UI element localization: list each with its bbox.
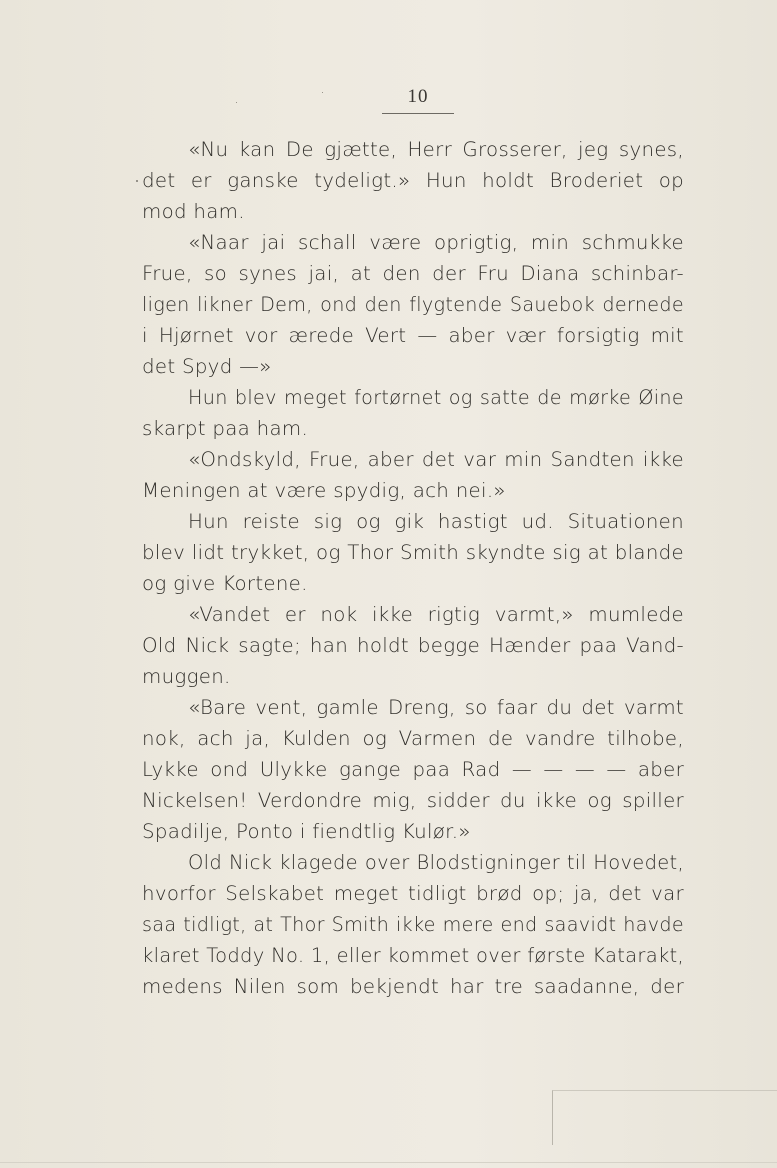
text-line: nok, ach ja, Kulden og Varmen de vandre tilhobe, <box>142 727 684 750</box>
text-line: i Hjørnet vor ærede Vert — aber vær forsigtig mit <box>142 324 684 347</box>
text-line: muggen. <box>142 665 231 688</box>
ink-speck <box>236 102 237 103</box>
text-line: det Spyd —» <box>142 355 272 378</box>
text-line: mod ham. <box>142 200 245 223</box>
text-line: og give Kortene. <box>142 572 308 595</box>
text-line: medens Nilen som bekjendt har tre saadanne, der <box>142 975 684 998</box>
text-line: Hun blev meget fortørnet og satte de mørke Øine <box>188 386 684 409</box>
text-line: skarpt paa ham. <box>142 417 309 440</box>
page-number: 10 <box>407 86 429 107</box>
text-line: blev lidt trykket, og Thor Smith skyndte sig at blande <box>142 541 684 564</box>
text-line: «Vandet er nok ikke rigtig varmt,» mumlede <box>188 603 684 626</box>
text-line: «Nu kan De gjætte, Herr Grosserer, jeg synes, <box>188 138 684 161</box>
text-line: ligen likner Dem, ond den flygtende Sauebok dernede <box>142 293 684 316</box>
text-line: hvorfor Selskabet meget tidligt brød op; ja, det var <box>142 882 684 905</box>
text-line: det er ganske tydeligt.» Hun holdt Broderiet op <box>142 169 684 192</box>
text-line: Hun reiste sig og gik hastigt ud. Situationen <box>188 510 684 533</box>
page-number-rule <box>382 113 454 114</box>
text-line: Nickelsen! Verdondre mig, sidder du ikke og spiller <box>142 789 684 812</box>
text-line: Old Nick sagte; han holdt begge Hænder paa Vand- <box>142 634 684 657</box>
text-line: Frue, so synes jai, at den der Fru Diana schinbar- <box>142 262 684 285</box>
text-line: Old Nick klagede over Blodstigninger til Hovedet, <box>188 851 684 874</box>
paper-corner-edge <box>552 1090 777 1145</box>
ink-speck <box>136 180 138 182</box>
ink-speck <box>322 92 323 93</box>
text-line: Meningen at være spydig, ach nei.» <box>142 479 506 502</box>
text-line: «Bare vent, gamle Dreng, so faar du det varmt <box>188 696 684 719</box>
page-bottom-edge <box>0 1162 777 1163</box>
text-line: «Ondskyld, Frue, aber det var min Sandten ikke <box>188 448 684 471</box>
text-line: «Naar jai schall være oprigtig, min schmukke <box>188 231 684 254</box>
text-line: Spadilje, Ponto i fiendtlig Kulør.» <box>142 820 471 843</box>
text-line: klaret Toddy No. 1, eller kommet over første Katarakt, <box>142 944 684 967</box>
text-line: saa tidligt, at Thor Smith ikke mere end saavidt havde <box>142 913 684 936</box>
text-line: Lykke ond Ulykke gange paa Rad — — — — aber <box>142 758 684 781</box>
body-text <box>142 134 684 1002</box>
